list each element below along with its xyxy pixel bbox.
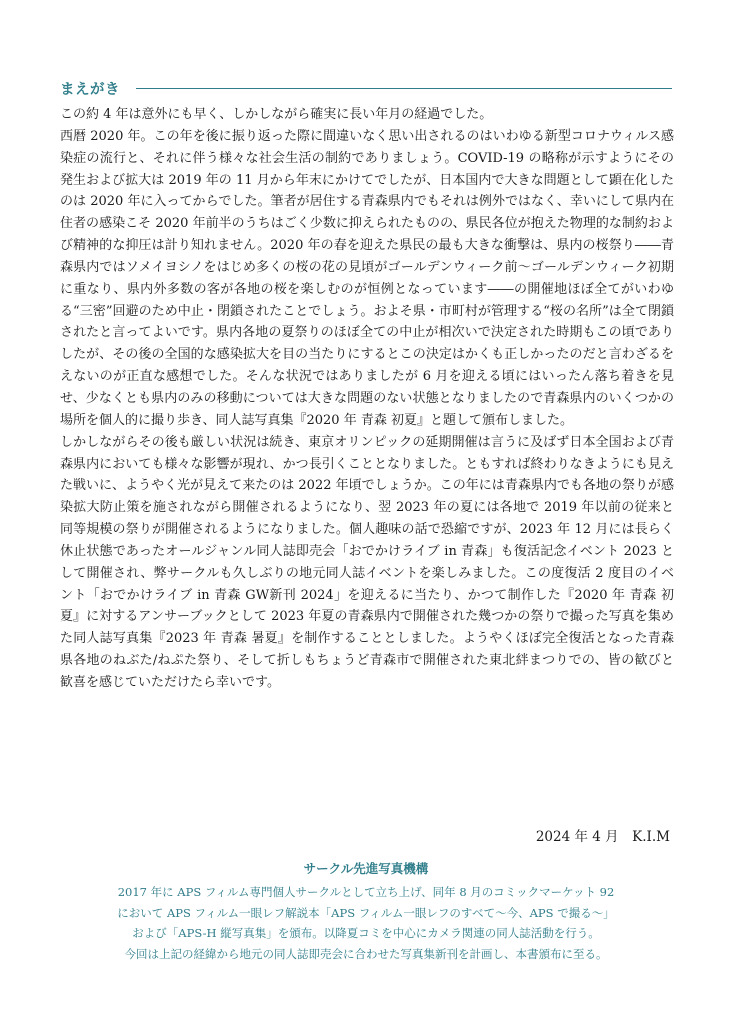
preface-paragraph: この約 4 年は意外にも早く、しかしながら確実に長い年月の経過でした。 [60, 107, 493, 122]
circle-name: サークル先進写真機構 [303, 861, 429, 876]
circle-description-line: において APS フィルム一眼レフ解説本「APS フィルム一眼レフのすべて～今、APS で撮る～」 [117, 905, 615, 920]
section-heading-title: まえがき [60, 81, 120, 98]
circle-description [40, 882, 692, 964]
circle-description-line: 2017 年に APS フィルム専門個人サークルとして立ち上げ、同年 8 月のコミックマーケット 92 [117, 885, 615, 899]
preface-paragraph: しかしながらその後も厳しい状況は続き、東京オリンピックの延期開催は言うに及ばず日本全国および青森県内においても様々な影響が現れ、かつ長引くこととなりました。ともすれば終わりなきようにも見えた戦いに、ようやく光が見えて来たのは 2022 年頃でしょうか。この年には青森県内でも各地の祭りが感染拡大防止策を施されながら開催されるようになり、翌 2023 年の夏には各地で 2019 年以前の従来と同等規模の祭りが開催されるようになりました。個人趣味の話で恐縮ですが、2023 年 12 月には長らく休止状態であったオールジャンル同人誌即売会「おでかけライブ in 青森」も復活記念イベント 2023 として開催され、弊サークルも久しぶりの地元同人誌イベントを楽しみました。この度復活 2 度目のイベント「おでかけライブ in 青森 GW新刊 2024」を迎えるに当たり、かつて制作した『2020 年 青森 初夏』に対するアンサーブックとして 2023 年夏の青森県内で開催された幾つかの祭りで撮った写真を集めた同人誌写真集『2023 年 青森 暑夏』を制作することとしました。ようやくほぼ完全復活となった青森県各地のねぶた/ねぷた祭り、そして折しもちょうど青森市で開催された東北絆まつりでの、皆の歓びと歓喜を感じていただけたら幸いです。 [60, 434, 674, 690]
author-signature: 2024 年 4 月 K.I.M [535, 829, 670, 845]
preface-paragraph: 西暦 2020 年。この年を後に振り返った際に間違いなく思い出されるのはいわゆる新型コロナウィルス感染症の流行と、それに伴う様々な社会生活の制約でありましょう。COVID-19 の略称が示すようにその発生および拡大は 2019 年の 11 月から年末にかけてでしたが、日本国内で大きな問題として顕在化したのは 2020 年に入ってからでした。筆者が居住する青森県内でもそれは例外ではなく、幸いにして県内在住者の感染こそ 2020 年前半のうちはごく少数に抑えられたものの、県民各位が抱えた物理的な制約および精神的な抑圧は計り知れません。2020 年の春を迎えた県民の最も大きな衝撃は、県内の桜祭り――青森県内ではソメイヨシノをはじめ多くの桜の花の見頃がゴールデンウィーク前～ゴールデンウィーク初期に重なり、県内外多数の客が各地の桜を楽しむのが恒例となっています――の開催地ほぼ全てがいわゆる“三密”回避のため中止・閉鎖されたことでしょう。およそ県・市町村が管理する“桜の名所”は全て閉鎖されたと言ってよいです。県内各地の夏祭りのほぼ全ての中止が相次いで決定された時期もこの頃でありしたが、その後の全国的な感染拡大を目の当たりにするとこの決定はかくも正しかったのだと言わざるをえないのが正直な感想でした。そんな状況ではありましたが 6 月を迎える頃にはいったん落ち着きを見せ、少なくとも県内のみの移動については大きな問題のない状態となりましたので青森県内のいくつかの場所を個人的に撮り歩き、同人誌写真集『2020 年 青森 初夏』と題して頒布しました。 [60, 128, 674, 428]
preface-body [60, 104, 674, 694]
section-heading [60, 76, 672, 100]
heading-divider [136, 88, 672, 89]
circle-description-line: および「APS-H 縦写真集」を頒布。以降夏コミを中心にカメラ関連の同人誌活動を行う。 [132, 926, 600, 940]
circle-description-line: 今回は上記の経緯から地元の同人誌即売会に合わせた写真集新刊を計画し、本書頒布に至る。 [124, 946, 608, 961]
